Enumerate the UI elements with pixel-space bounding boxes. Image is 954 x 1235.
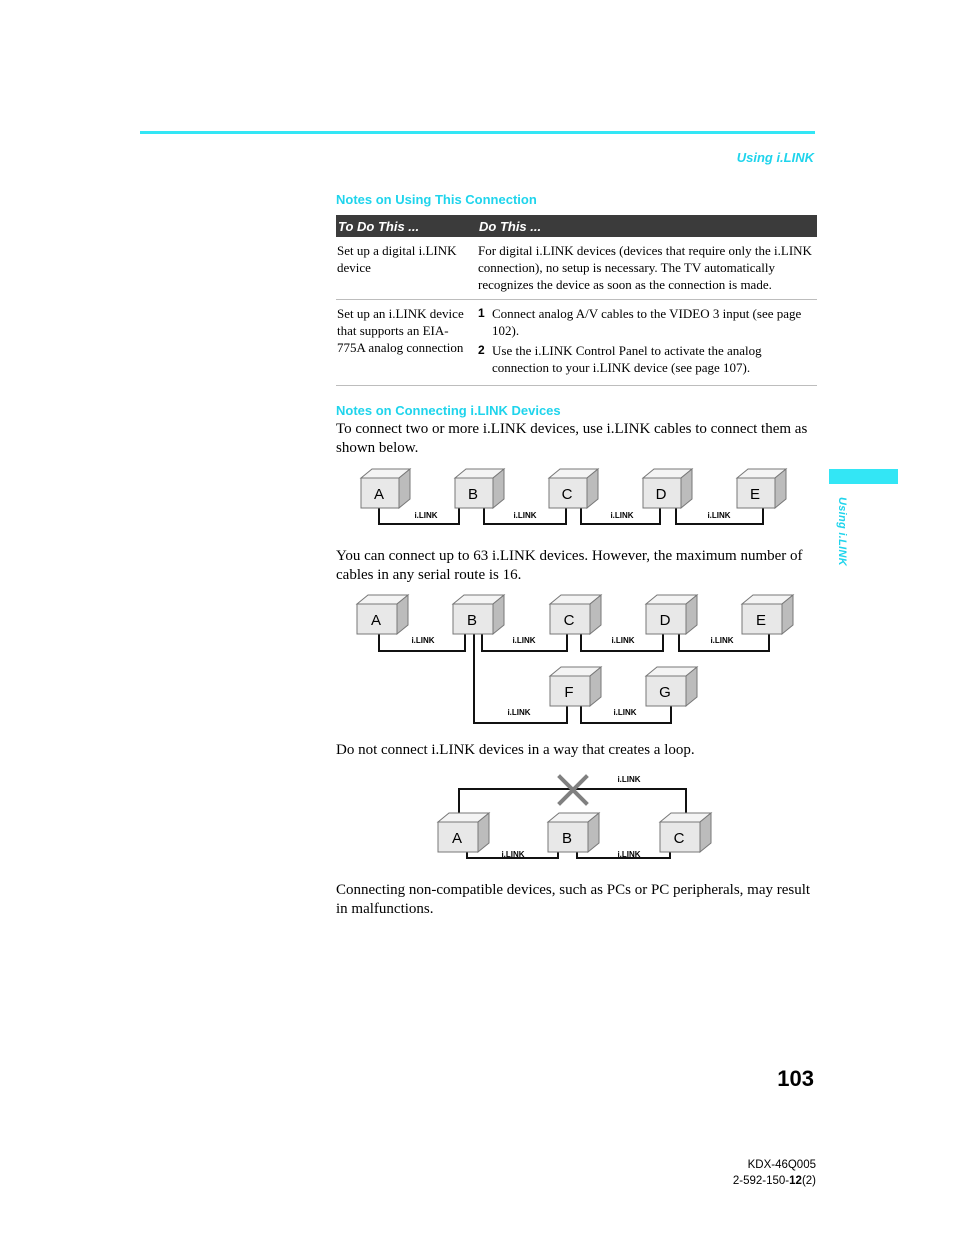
cable-label: i.LINK — [512, 636, 536, 645]
cable-label: i.LINK — [617, 775, 641, 784]
warning-paragraph: Connecting non-compatible devices, such as PCs or PC peripherals, may result in malfunctions. — [336, 882, 811, 917]
footer-code — [733, 1157, 816, 1189]
task-cell: Set up a digital i.LINK device — [336, 237, 477, 300]
part-number-bold: 12 — [789, 1175, 802, 1187]
table-row — [336, 300, 817, 386]
device-label: D — [659, 612, 671, 629]
cable-label: i.LINK — [507, 708, 531, 717]
part-number-suffix: (2) — [801, 1175, 816, 1187]
cable-label: i.LINK — [411, 636, 435, 645]
loop-diagram — [430, 770, 730, 866]
device-box — [357, 595, 408, 634]
device-box — [646, 595, 697, 634]
limit-paragraph: You can connect up to 63 i.LINK devices. However, the maximum number of cables in any serial route is 16. — [336, 548, 803, 583]
part-number — [733, 1173, 816, 1189]
running-header: Using i.LINK — [736, 150, 814, 165]
cable-label: i.LINK — [513, 511, 537, 520]
device-box — [453, 595, 504, 634]
cable-label: i.LINK — [414, 511, 438, 520]
model-number: KDX-46Q005 — [747, 1159, 816, 1171]
notes-section-title: Notes on Using This Connection — [336, 192, 537, 207]
device-label: F — [564, 684, 574, 701]
device-box — [550, 667, 601, 706]
device-label: A — [373, 486, 385, 503]
device-label: B — [561, 830, 573, 847]
device-label: E — [749, 486, 761, 503]
cable-label: i.LINK — [610, 511, 634, 520]
device-box — [737, 469, 786, 508]
device-label: D — [655, 486, 667, 503]
cable-label: i.LINK — [617, 850, 641, 859]
step-number: 1 — [478, 306, 485, 320]
device-box — [438, 813, 489, 852]
device-box — [660, 813, 711, 852]
device-box — [549, 469, 598, 508]
step-text: Connect analog A/V cables to the VIDEO 3 input (see page 102). — [492, 306, 802, 338]
step-item — [478, 342, 815, 376]
device-label: G — [659, 684, 671, 701]
top-rule — [140, 131, 815, 134]
tree-diagram — [330, 591, 810, 725]
table-row — [336, 237, 817, 300]
device-box — [550, 595, 601, 634]
intro-paragraph: To connect two or more i.LINK devices, use i.LINK cables to connect them as shown below. — [336, 421, 808, 456]
page-number: 103 — [777, 1066, 814, 1091]
cable-label: i.LINK — [501, 850, 525, 859]
action-cell — [477, 300, 817, 386]
chain-diagram — [330, 466, 810, 532]
device-box — [643, 469, 692, 508]
step-number: 2 — [478, 343, 485, 357]
side-tab-marker — [829, 469, 898, 484]
notes-table — [336, 215, 817, 386]
part-number-prefix: 2-592-150- — [732, 1175, 790, 1187]
table-header-row — [336, 215, 817, 237]
step-item — [478, 305, 815, 339]
task-cell: Set up an i.LINK device that supports an EIA-775A analog connection — [336, 300, 477, 386]
cable-label: i.LINK — [613, 708, 637, 717]
device-label: C — [563, 612, 575, 629]
cable-label: i.LINK — [611, 636, 635, 645]
device-label: C — [673, 830, 685, 847]
device-box — [646, 667, 697, 706]
cable-label: i.LINK — [707, 511, 731, 520]
cable-label: i.LINK — [710, 636, 734, 645]
device-label: E — [755, 612, 767, 629]
device-box — [548, 813, 599, 852]
action-cell: For digital i.LINK devices (devices that require only the i.LINK connection), no setup is necessary. The TV automatically recognizes the device as soon as the connection is made. — [477, 237, 817, 300]
device-box — [455, 469, 504, 508]
device-box — [361, 469, 410, 508]
device-label: B — [466, 612, 478, 629]
side-tab-label: Using i.LINK — [836, 497, 848, 566]
loop-paragraph: Do not connect i.LINK devices in a way that creates a loop. — [336, 742, 695, 758]
step-text: Use the i.LINK Control Panel to activate the analog connection to your i.LINK device (see page 107). — [492, 343, 762, 375]
device-label: A — [451, 830, 463, 847]
column-header-task: To Do This ... — [336, 215, 477, 237]
device-label: A — [370, 612, 382, 629]
device-box — [742, 595, 793, 634]
column-header-action: Do This ... — [477, 215, 817, 237]
device-label: B — [467, 486, 479, 503]
connecting-section-title: Notes on Connecting i.LINK Devices — [336, 403, 561, 418]
device-label: C — [561, 486, 573, 503]
